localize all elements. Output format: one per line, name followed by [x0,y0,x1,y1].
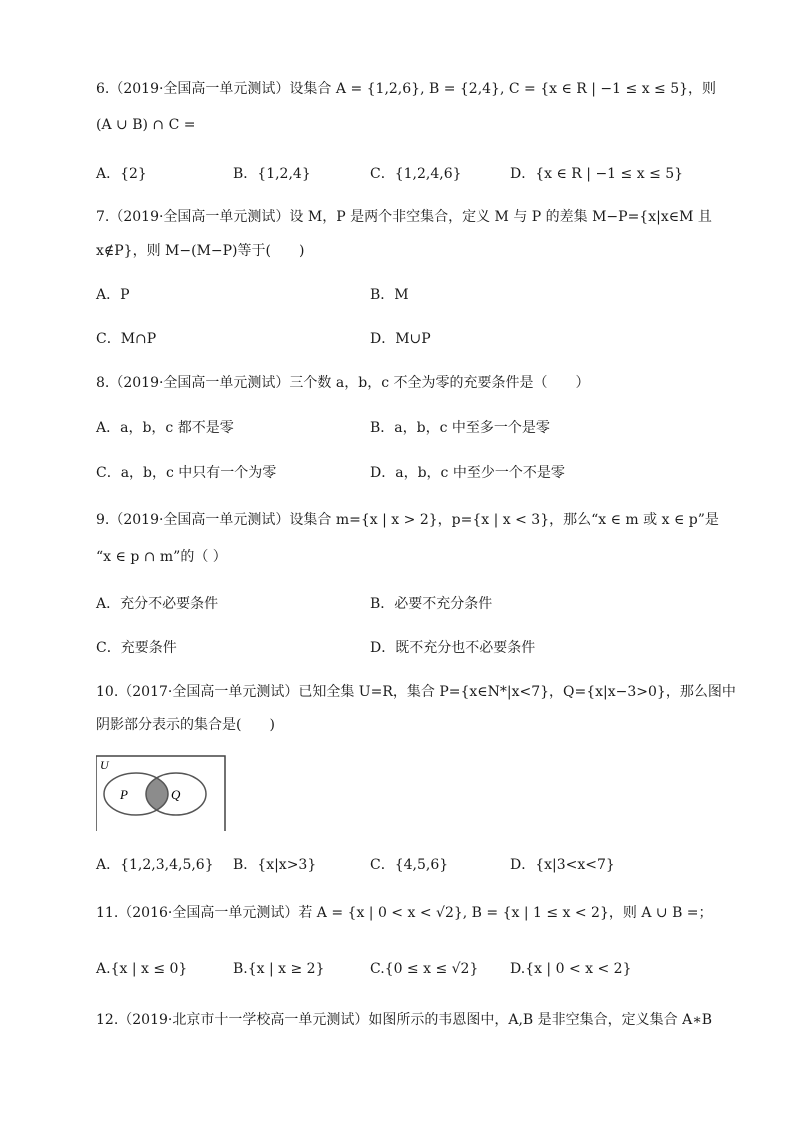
question-11-stem: 11.（2016·全国高一单元测试）若 A = {x | 0 < x < √2}, B = {x | 1 ≤ x < 2}，则 A ∪ B =； [96,905,713,921]
question-8-option-b: B．a，b，c 中至多一个是零 [370,420,550,436]
question-7-stem-line-1: 7.（2019·全国高一单元测试）设 M，P 是两个非空集合，定义 M 与 P 的差集 M−P={x|x∈M 且 [96,209,712,225]
venn-label-u: U [100,758,109,772]
question-12-stem: 12.（2019·北京市十一学校高一单元测试）如图所示的韦恩图中，A,B 是非空集合，定义集合 A∗B [96,1012,713,1028]
question-8-option-c: C．a，b，c 中只有一个为零 [96,465,277,481]
question-6-option-d: D．{x ∈ R | −1 ≤ x ≤ 5} [510,166,684,182]
question-11-option-b: B.{x | x ≥ 2} [233,961,325,977]
question-9-option-c: C．充要条件 [96,640,177,656]
question-6-option-c: C．{1,2,4,6} [370,166,462,182]
question-10-option-c: C．{4,5,6} [370,857,449,873]
question-7-stem-line-2: x∉P}，则 M−(M−P)等于( ) [96,243,305,259]
question-6-option-a: A．{2} [96,166,147,182]
question-11-option-a: A.{x | x ≤ 0} [96,961,188,977]
question-9-option-b: B．必要不充分条件 [370,596,493,612]
question-10-stem-line-2: 阴影部分表示的集合是( ) [96,717,275,733]
question-10-option-d: D．{x|3<x<7} [510,857,615,873]
question-10-stem-line-1: 10.（2017·全国高一单元测试）已知全集 U=R，集合 P={x∈N*|x<7}，Q={x|x−3>0}，那么图中 [96,684,736,700]
venn-label-p: P [120,787,128,802]
question-7-option-a: A．P [96,287,130,303]
question-9-stem-line-1: 9.（2019·全国高一单元测试）设集合 m={x | x > 2}，p={x | x < 3}，那么“x ∈ m 或 x ∈ p”是 [96,512,719,528]
question-6-option-b: B．{1,2,4} [233,166,311,182]
question-11-option-d: D.{x | 0 < x < 2} [510,961,632,977]
question-7-option-c: C．M∩P [96,331,157,347]
question-9-option-a: A．充分不必要条件 [96,596,219,612]
question-6-stem-line-1: 6.（2019·全国高一单元测试）设集合 A = {1,2,6}, B = {2,4}, C = {x ∈ R | −1 ≤ x ≤ 5}，则 [96,81,717,97]
question-10-option-b: B．{x|x>3} [233,857,317,873]
question-11-option-c: C.{0 ≤ x ≤ √2} [370,961,479,977]
question-6-stem-line-2: (A ∪ B) ∩ C = [96,117,196,133]
question-8-stem: 8.（2019·全国高一单元测试）三个数 a，b，c 不全为零的充要条件是（ ） [96,375,590,391]
question-8-option-d: D．a，b，c 中至少一个不是零 [370,465,565,481]
question-8-option-a: A．a，b，c 都不是零 [96,420,234,436]
venn-label-q: Q [171,787,181,802]
question-9-stem-line-2: “x ∈ p ∩ m”的（ ） [96,549,227,565]
question-7-option-b: B．M [370,287,409,303]
question-7-option-d: D．M∪P [370,331,431,347]
venn-diagram [96,755,227,831]
question-10-option-a: A．{1,2,3,4,5,6} [96,857,214,873]
question-9-option-d: D．既不充分也不必要条件 [370,640,536,656]
